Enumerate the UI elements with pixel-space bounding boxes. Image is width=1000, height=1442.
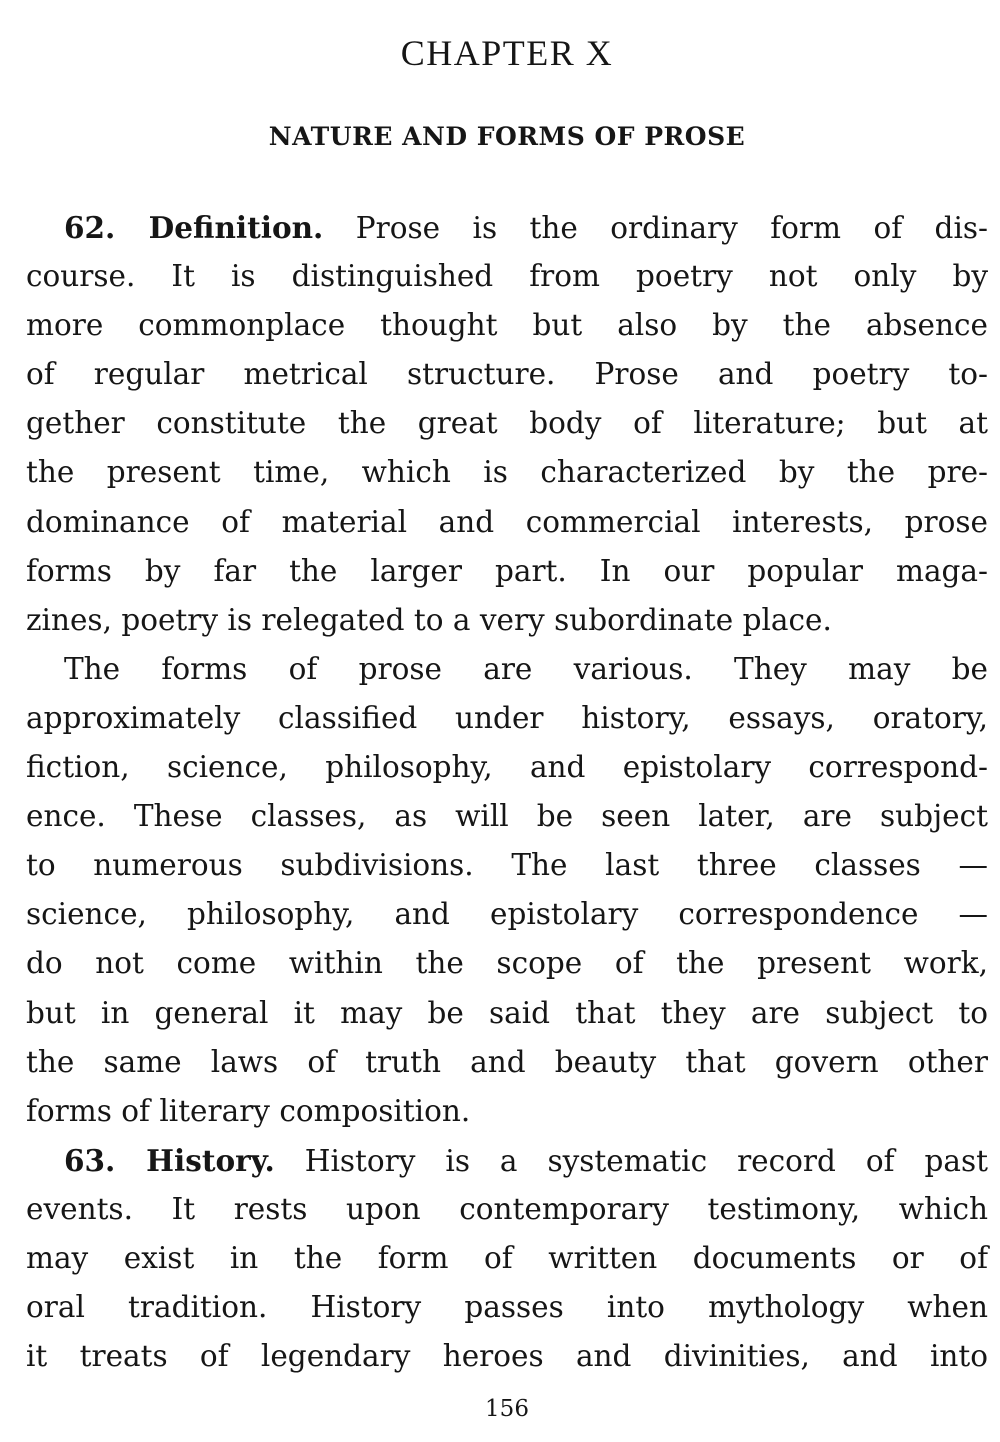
section-label-history: 63. History. xyxy=(64,1142,275,1178)
book-page xyxy=(26,0,988,1442)
page-number: 156 xyxy=(485,1396,529,1422)
text-line: more commonplace thought but also by the absence xyxy=(26,308,988,343)
text-line: the present time, which is characterized by the pre- xyxy=(26,455,988,490)
text-line: course. It is distinguished from poetry not only by xyxy=(26,259,988,294)
text-line: oral tradition. History passes into mythology when xyxy=(26,1290,988,1325)
text-line: the same laws of truth and beauty that govern other xyxy=(26,1044,988,1079)
text-line xyxy=(26,203,988,252)
text-line: approximately classified under history, essays, oratory, xyxy=(26,700,988,735)
text-line: zines, poetry is relegated to a very subordinate place. xyxy=(26,602,832,637)
text-line: science, philosophy, and epistolary correspondence — xyxy=(26,897,988,932)
text-line: but in general it may be said that they are subject to xyxy=(26,995,988,1030)
text-line: ence. These classes, as will be seen later, are subject xyxy=(26,799,988,834)
text-line: gether constitute the great body of literature; but at xyxy=(26,406,988,441)
text-line: it treats of legendary heroes and divinities, and into xyxy=(26,1339,988,1374)
text-line: forms of literary composition. xyxy=(26,1093,471,1128)
section-title: NATURE AND FORMS OF PROSE xyxy=(268,122,746,151)
text-line: fiction, science, philosophy, and epistolary correspond- xyxy=(26,750,988,785)
text-line xyxy=(26,1136,988,1185)
text-line: of regular metrical structure. Prose and poetry to- xyxy=(26,357,988,392)
section-label-definition: 62. Definition. xyxy=(64,210,324,245)
chapter-heading: CHAPTER X xyxy=(400,33,614,73)
text-line: forms by far the larger part. In our popular maga- xyxy=(26,553,988,588)
text-line: events. It rests upon contemporary testimony, which xyxy=(26,1191,988,1226)
text-line: do not come within the scope of the present work, xyxy=(26,946,988,981)
line-text: Prose is the ordinary form of dis- xyxy=(355,211,988,245)
text-line: may exist in the form of written documents or of xyxy=(26,1240,988,1275)
body-text xyxy=(26,203,988,1381)
line-text: History is a systematic record of past xyxy=(304,1143,988,1178)
text-line: dominance of material and commercial interests, prose xyxy=(26,504,988,539)
text-line: The forms of prose are various. They may be xyxy=(64,651,988,686)
text-line: to numerous subdivisions. The last three classes — xyxy=(26,848,988,883)
